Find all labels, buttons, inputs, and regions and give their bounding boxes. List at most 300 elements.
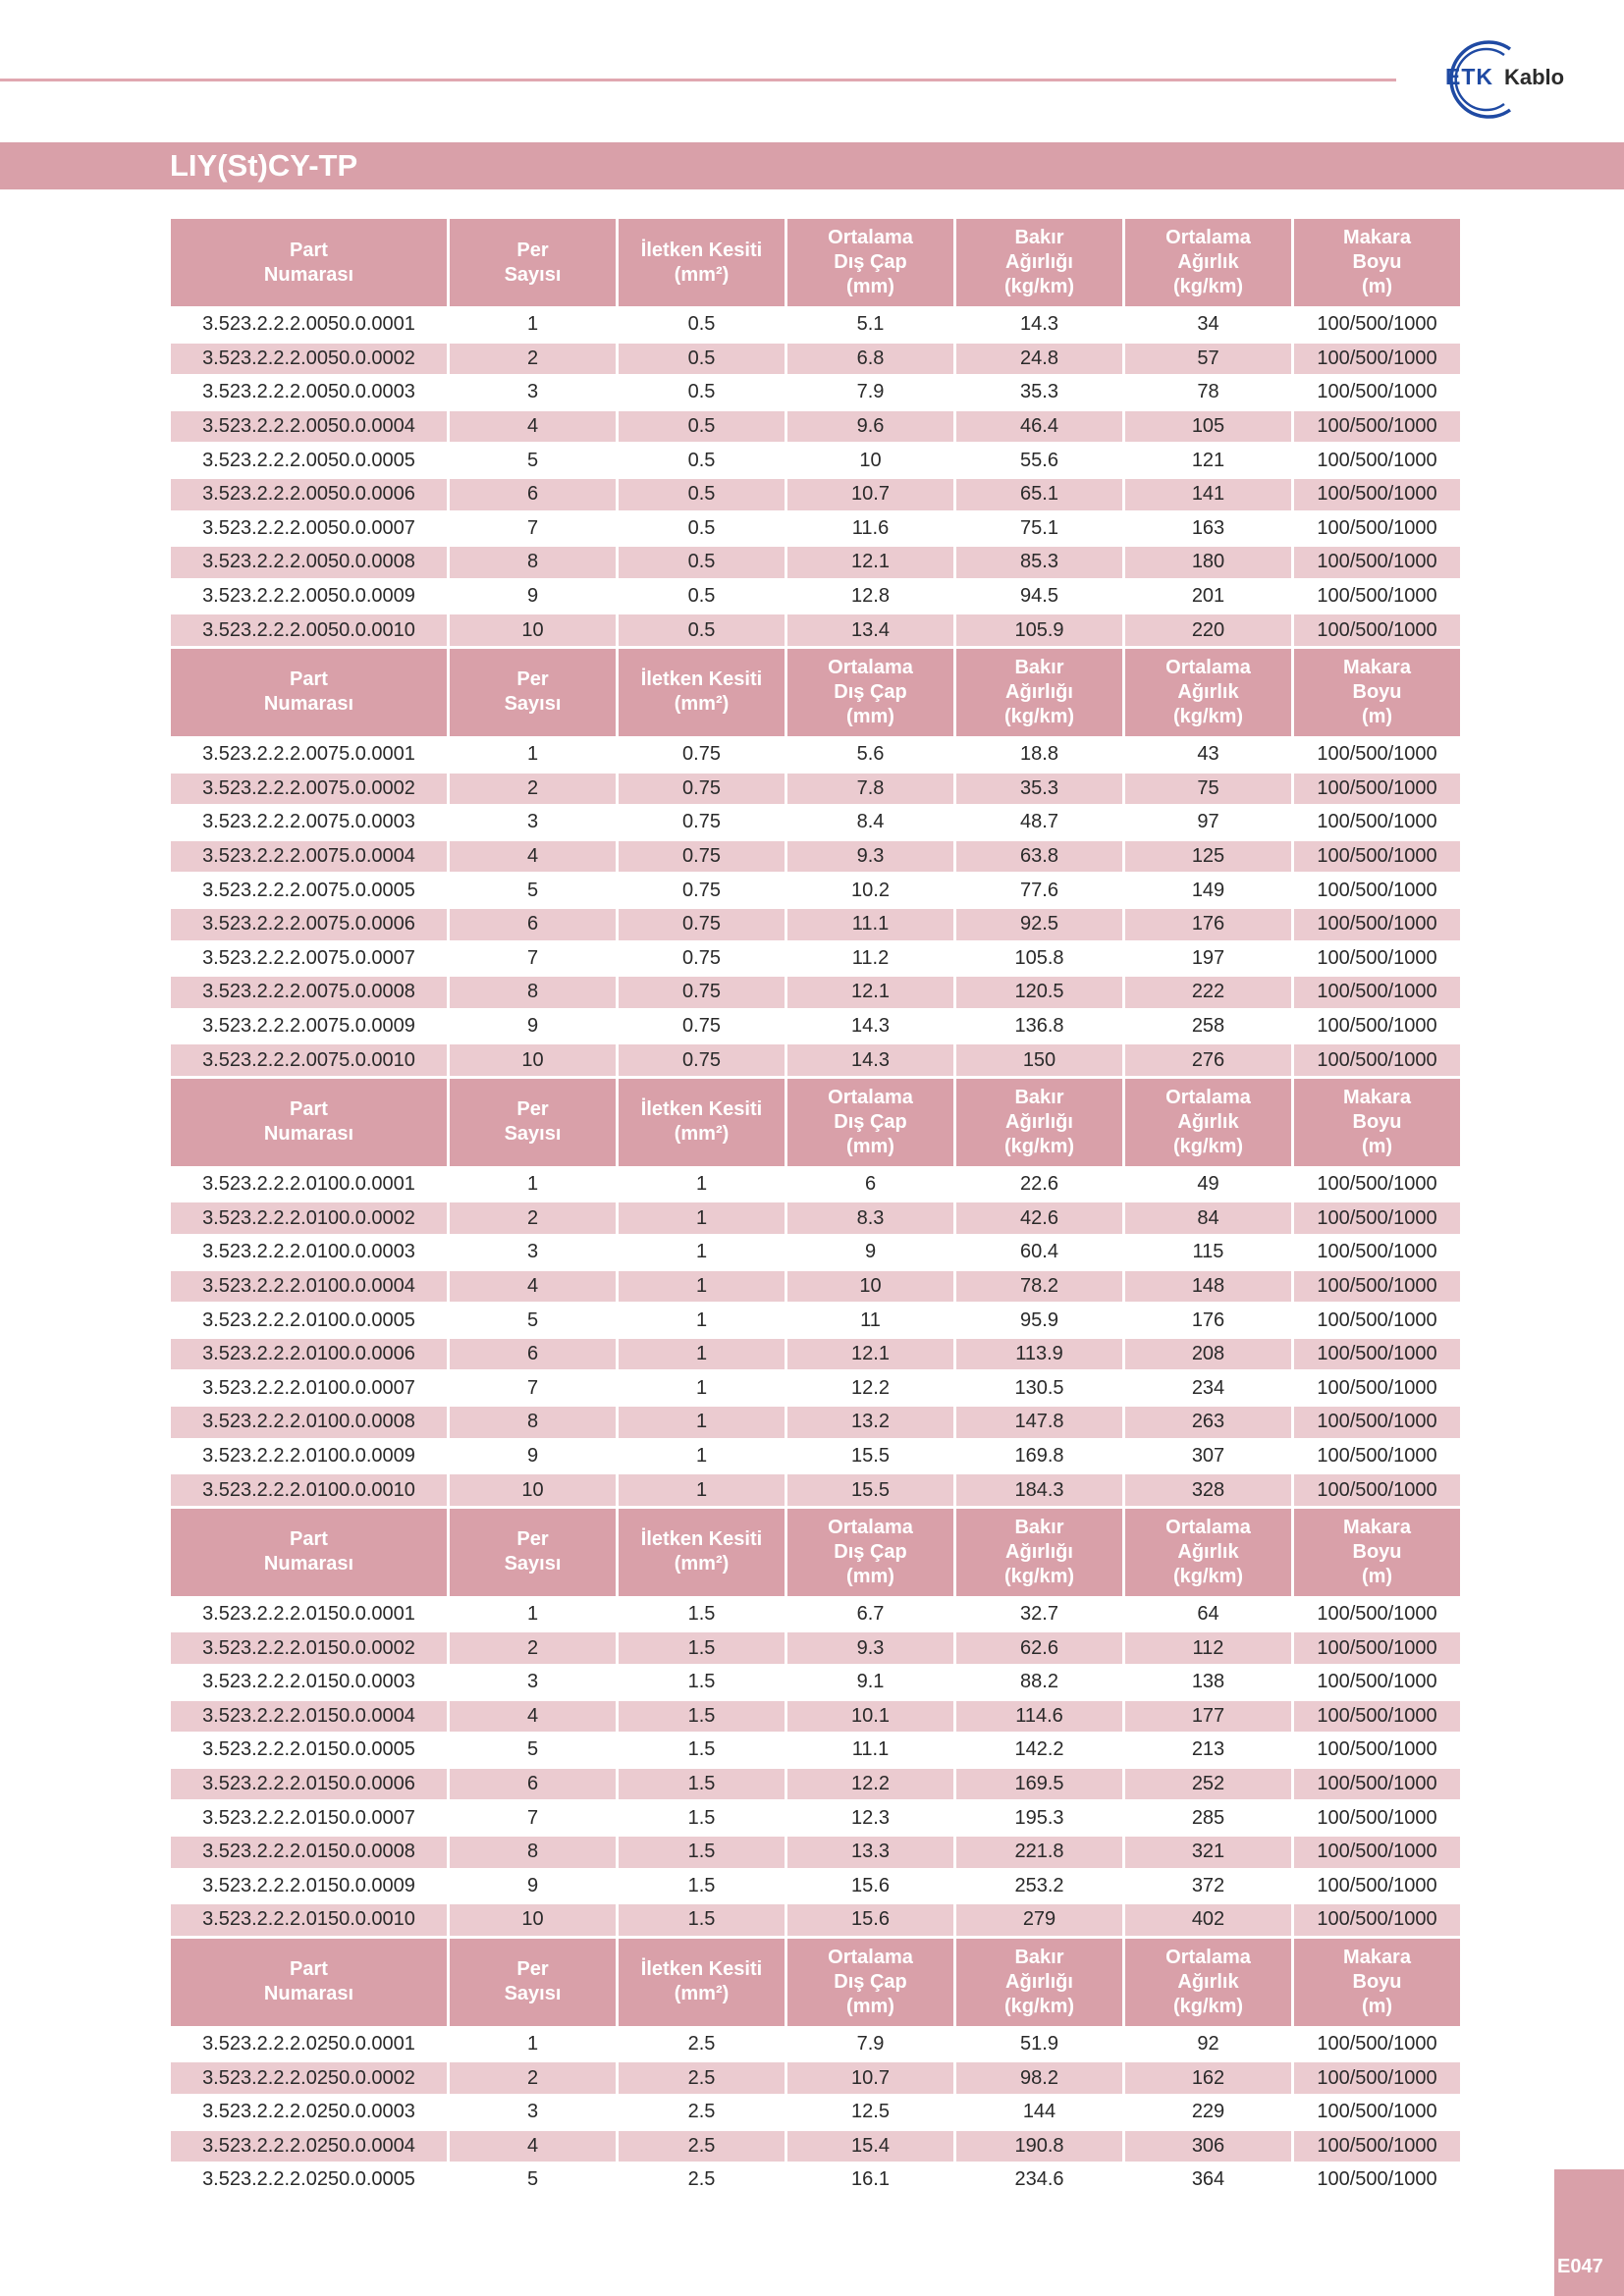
table-cell: 180: [1125, 547, 1291, 578]
table-row: [171, 1011, 1460, 1042]
table-cell: 6: [450, 909, 616, 940]
table-cell: 10: [450, 1904, 616, 1936]
table-cell: 3: [450, 1667, 616, 1698]
table-cell: 10: [450, 614, 616, 646]
table-cell: 105.8: [956, 943, 1122, 975]
table-cell: 149: [1125, 875, 1291, 906]
table-cell: 100/500/1000: [1294, 909, 1460, 940]
table-cell: 321: [1125, 1837, 1291, 1868]
table-cell: 1.5: [619, 1769, 785, 1800]
column-header: Per Sayısı: [450, 1509, 616, 1596]
table-cell: 3.523.2.2.2.0050.0.0010: [171, 614, 447, 646]
table-cell: 1: [619, 1372, 785, 1404]
column-header: Per Sayısı: [450, 219, 616, 306]
table-cell: 100/500/1000: [1294, 1011, 1460, 1042]
table-cell: 100/500/1000: [1294, 739, 1460, 771]
table-cell: 10: [787, 445, 953, 476]
column-header: Ortalama Ağırlık (kg/km): [1125, 1509, 1291, 1596]
table-row: [171, 2097, 1460, 2128]
table-cell: 0.75: [619, 739, 785, 771]
table-cell: 252: [1125, 1769, 1291, 1800]
table-cell: 142.2: [956, 1735, 1122, 1766]
table-cell: 7.8: [787, 774, 953, 805]
table-cell: 75.1: [956, 513, 1122, 545]
table-cell: 3.523.2.2.2.0100.0.0002: [171, 1202, 447, 1234]
column-header: Bakır Ağırlığı (kg/km): [956, 649, 1122, 736]
table-cell: 100/500/1000: [1294, 1599, 1460, 1630]
table-row: [171, 377, 1460, 408]
table-cell: 1: [619, 1169, 785, 1201]
table-cell: 9: [450, 1871, 616, 1902]
page-number: E047: [1557, 2256, 1603, 2277]
table-row: [171, 1667, 1460, 1698]
table-cell: 9: [787, 1237, 953, 1268]
table-cell: 3.523.2.2.2.0250.0.0003: [171, 2097, 447, 2128]
table-cell: 163: [1125, 513, 1291, 545]
table-cell: 306: [1125, 2131, 1291, 2163]
table-cell: 7: [450, 943, 616, 975]
table-cell: 78.2: [956, 1271, 1122, 1303]
table-cell: 9.1: [787, 1667, 953, 1698]
column-header: Bakır Ağırlığı (kg/km): [956, 1079, 1122, 1166]
table-cell: 6: [787, 1169, 953, 1201]
table-cell: 285: [1125, 1802, 1291, 1834]
table-cell: 253.2: [956, 1871, 1122, 1902]
table-cell: 10: [450, 1044, 616, 1076]
table-row: [171, 614, 1460, 646]
table-cell: 263: [1125, 1407, 1291, 1438]
table-cell: 3.523.2.2.2.0050.0.0001: [171, 309, 447, 341]
table-cell: 100/500/1000: [1294, 1667, 1460, 1698]
table-cell: 88.2: [956, 1667, 1122, 1698]
table-cell: 2.5: [619, 2062, 785, 2094]
table-cell: 3.523.2.2.2.0050.0.0006: [171, 479, 447, 510]
table-cell: 3.523.2.2.2.0075.0.0005: [171, 875, 447, 906]
table-cell: 138: [1125, 1667, 1291, 1698]
table-cell: 114.6: [956, 1701, 1122, 1733]
table-row: [171, 1474, 1460, 1506]
table-cell: 1: [619, 1441, 785, 1472]
table-cell: 100/500/1000: [1294, 807, 1460, 838]
table-cell: 0.5: [619, 614, 785, 646]
table-cell: 3.523.2.2.2.0100.0.0010: [171, 1474, 447, 1506]
table-cell: 147.8: [956, 1407, 1122, 1438]
table-cell: 3.523.2.2.2.0050.0.0003: [171, 377, 447, 408]
table-cell: 3: [450, 807, 616, 838]
table-cell: 3: [450, 2097, 616, 2128]
table-cell: 3.523.2.2.2.0100.0.0004: [171, 1271, 447, 1303]
table-cell: 220: [1125, 614, 1291, 646]
table-cell: 195.3: [956, 1802, 1122, 1834]
table-cell: 12.1: [787, 1339, 953, 1370]
table-cell: 100/500/1000: [1294, 1169, 1460, 1201]
column-header: Makara Boyu (m): [1294, 1939, 1460, 2026]
table-cell: 221.8: [956, 1837, 1122, 1868]
table-cell: 95.9: [956, 1305, 1122, 1336]
header-rule: [0, 79, 1396, 81]
table-cell: 14.3: [787, 1044, 953, 1076]
brand-mark: ETK: [1445, 64, 1493, 89]
table-cell: 12.5: [787, 2097, 953, 2128]
table-cell: 177: [1125, 1701, 1291, 1733]
table-cell: 1: [619, 1339, 785, 1370]
table-row: [171, 875, 1460, 906]
column-header: Ortalama Dış Çap (mm): [787, 1939, 953, 2026]
table-cell: 12.1: [787, 977, 953, 1008]
table-cell: 2: [450, 1632, 616, 1664]
table-cell: 402: [1125, 1904, 1291, 1936]
table-cell: 7: [450, 1372, 616, 1404]
table-cell: 100/500/1000: [1294, 1202, 1460, 1234]
column-header: Per Sayısı: [450, 1079, 616, 1166]
table-cell: 2: [450, 1202, 616, 1234]
table-cell: 11.1: [787, 909, 953, 940]
table-cell: 190.8: [956, 2131, 1122, 2163]
table-row: [171, 1871, 1460, 1902]
brand-name: Kablo: [1504, 65, 1565, 89]
table-cell: 0.75: [619, 943, 785, 975]
table-cell: 3.523.2.2.2.0150.0.0003: [171, 1667, 447, 1698]
table-cell: 5.6: [787, 739, 953, 771]
table-cell: 3.523.2.2.2.0050.0.0004: [171, 411, 447, 443]
table-cell: 100/500/1000: [1294, 1271, 1460, 1303]
table-row: [171, 909, 1460, 940]
table-cell: 3.523.2.2.2.0100.0.0009: [171, 1441, 447, 1472]
table-cell: 100/500/1000: [1294, 1237, 1460, 1268]
table-cell: 75: [1125, 774, 1291, 805]
table-cell: 100/500/1000: [1294, 2164, 1460, 2196]
table-cell: 234.6: [956, 2164, 1122, 2196]
table-cell: 1: [619, 1407, 785, 1438]
table-row: [171, 2131, 1460, 2163]
table-cell: 100/500/1000: [1294, 2062, 1460, 2094]
table-cell: 2.5: [619, 2164, 785, 2196]
table-cell: 0.75: [619, 841, 785, 873]
table-cell: 0.5: [619, 309, 785, 341]
column-header: Makara Boyu (m): [1294, 219, 1460, 306]
table-cell: 9: [450, 581, 616, 613]
table-cell: 35.3: [956, 377, 1122, 408]
table-row: [171, 2164, 1460, 2196]
table-row: [171, 1237, 1460, 1268]
table-cell: 162: [1125, 2062, 1291, 2094]
table-cell: 1: [619, 1202, 785, 1234]
brand-logo: [1420, 37, 1587, 122]
table-cell: 100/500/1000: [1294, 445, 1460, 476]
table-row: [171, 1769, 1460, 1800]
table-row: [171, 1599, 1460, 1630]
column-header: Ortalama Dış Çap (mm): [787, 219, 953, 306]
table-row: [171, 739, 1460, 771]
table-cell: 3.523.2.2.2.0075.0.0003: [171, 807, 447, 838]
page-title: LIY(St)CY-TP: [170, 148, 358, 183]
table-cell: 3.523.2.2.2.0100.0.0001: [171, 1169, 447, 1201]
table-cell: 94.5: [956, 581, 1122, 613]
table-cell: 3.523.2.2.2.0050.0.0002: [171, 344, 447, 375]
table-cell: 0.5: [619, 344, 785, 375]
table-row: [171, 2029, 1460, 2060]
table-row: [171, 943, 1460, 975]
table-cell: 9: [450, 1011, 616, 1042]
table-cell: 0.75: [619, 875, 785, 906]
table-cell: 4: [450, 1701, 616, 1733]
table-row: [171, 445, 1460, 476]
table-cell: 34: [1125, 309, 1291, 341]
table-cell: 14.3: [956, 309, 1122, 341]
table-row: [171, 1044, 1460, 1076]
table-cell: 130.5: [956, 1372, 1122, 1404]
table-cell: 1: [619, 1271, 785, 1303]
table-cell: 9.3: [787, 841, 953, 873]
table-cell: 112: [1125, 1632, 1291, 1664]
table-cell: 1.5: [619, 1735, 785, 1766]
table-cell: 184.3: [956, 1474, 1122, 1506]
table-cell: 113.9: [956, 1339, 1122, 1370]
column-header: Part Numarası: [171, 1079, 447, 1166]
table-cell: 276: [1125, 1044, 1291, 1076]
table-cell: 3.523.2.2.2.0250.0.0004: [171, 2131, 447, 2163]
table-row: [171, 547, 1460, 578]
table-cell: 63.8: [956, 841, 1122, 873]
table-cell: 6: [450, 1769, 616, 1800]
table-cell: 0.5: [619, 377, 785, 408]
table-cell: 3: [450, 377, 616, 408]
table-cell: 3.523.2.2.2.0150.0.0008: [171, 1837, 447, 1868]
table-cell: 120.5: [956, 977, 1122, 1008]
table-cell: 208: [1125, 1339, 1291, 1370]
table-row: [171, 1802, 1460, 1834]
table-header-row: [171, 1509, 1460, 1596]
table-cell: 100/500/1000: [1294, 1372, 1460, 1404]
column-header: Bakır Ağırlığı (kg/km): [956, 1509, 1122, 1596]
column-header: İletken Kesiti (mm²): [619, 1509, 785, 1596]
column-header: Ortalama Dış Çap (mm): [787, 649, 953, 736]
table-cell: 0.75: [619, 977, 785, 1008]
table-cell: 100/500/1000: [1294, 581, 1460, 613]
table-row: [171, 1632, 1460, 1664]
table-cell: 10: [787, 1271, 953, 1303]
table-cell: 1.5: [619, 1871, 785, 1902]
table-cell: 43: [1125, 739, 1291, 771]
table-cell: 3.523.2.2.2.0150.0.0009: [171, 1871, 447, 1902]
column-header: İletken Kesiti (mm²): [619, 649, 785, 736]
table-cell: 8: [450, 977, 616, 1008]
column-header: Per Sayısı: [450, 649, 616, 736]
table-cell: 10.2: [787, 875, 953, 906]
column-header: İletken Kesiti (mm²): [619, 1079, 785, 1166]
table-cell: 32.7: [956, 1599, 1122, 1630]
table-cell: 0.5: [619, 411, 785, 443]
table-cell: 3.523.2.2.2.0050.0.0009: [171, 581, 447, 613]
table-header-row: [171, 649, 1460, 736]
table-cell: 144: [956, 2097, 1122, 2128]
table-cell: 169.8: [956, 1441, 1122, 1472]
table-cell: 5: [450, 445, 616, 476]
table-cell: 1: [619, 1305, 785, 1336]
table-row: [171, 1904, 1460, 1936]
table-cell: 1.5: [619, 1599, 785, 1630]
table-cell: 0.75: [619, 1011, 785, 1042]
table-cell: 13.2: [787, 1407, 953, 1438]
table-cell: 1.5: [619, 1667, 785, 1698]
table-cell: 100/500/1000: [1294, 1441, 1460, 1472]
table-cell: 1.5: [619, 1802, 785, 1834]
table-row: [171, 1271, 1460, 1303]
table-cell: 8: [450, 1407, 616, 1438]
table-cell: 100/500/1000: [1294, 344, 1460, 375]
table-cell: 57: [1125, 344, 1291, 375]
table-cell: 1: [619, 1237, 785, 1268]
table-cell: 13.3: [787, 1837, 953, 1868]
table-cell: 213: [1125, 1735, 1291, 1766]
table-cell: 92: [1125, 2029, 1291, 2060]
table-cell: 100/500/1000: [1294, 479, 1460, 510]
table-cell: 0.75: [619, 807, 785, 838]
column-header: Per Sayısı: [450, 1939, 616, 2026]
column-header: Bakır Ağırlığı (kg/km): [956, 219, 1122, 306]
table-cell: 7.9: [787, 377, 953, 408]
column-header: Makara Boyu (m): [1294, 1079, 1460, 1166]
table-cell: 100/500/1000: [1294, 1802, 1460, 1834]
table-cell: 2.5: [619, 2131, 785, 2163]
table-cell: 5.1: [787, 309, 953, 341]
table-cell: 100/500/1000: [1294, 943, 1460, 975]
table-cell: 100/500/1000: [1294, 377, 1460, 408]
table-cell: 3.523.2.2.2.0100.0.0006: [171, 1339, 447, 1370]
column-header: Ortalama Dış Çap (mm): [787, 1079, 953, 1166]
table-cell: 105.9: [956, 614, 1122, 646]
table-cell: 3.523.2.2.2.0050.0.0007: [171, 513, 447, 545]
table-cell: 148: [1125, 1271, 1291, 1303]
table-cell: 60.4: [956, 1237, 1122, 1268]
table-cell: 234: [1125, 1372, 1291, 1404]
column-header: Makara Boyu (m): [1294, 649, 1460, 736]
table-row: [171, 1837, 1460, 1868]
table-cell: 18.8: [956, 739, 1122, 771]
column-header: İletken Kesiti (mm²): [619, 219, 785, 306]
table-cell: 6.7: [787, 1599, 953, 1630]
table-row: [171, 1701, 1460, 1733]
table-cell: 77.6: [956, 875, 1122, 906]
table-cell: 150: [956, 1044, 1122, 1076]
table-row: [171, 309, 1460, 341]
table-cell: 3.523.2.2.2.0150.0.0002: [171, 1632, 447, 1664]
table-cell: 42.6: [956, 1202, 1122, 1234]
table-cell: 176: [1125, 909, 1291, 940]
table-cell: 258: [1125, 1011, 1291, 1042]
table-cell: 15.6: [787, 1871, 953, 1902]
table-cell: 15.6: [787, 1904, 953, 1936]
table-cell: 10.7: [787, 2062, 953, 2094]
table-cell: 125: [1125, 841, 1291, 873]
table-cell: 5: [450, 1305, 616, 1336]
table-cell: 55.6: [956, 445, 1122, 476]
table-row: [171, 774, 1460, 805]
table-row: [171, 1441, 1460, 1472]
table-cell: 364: [1125, 2164, 1291, 2196]
table-row: [171, 977, 1460, 1008]
table-cell: 12.2: [787, 1372, 953, 1404]
table-cell: 9: [450, 1441, 616, 1472]
table-cell: 3.523.2.2.2.0150.0.0001: [171, 1599, 447, 1630]
table-cell: 7.9: [787, 2029, 953, 2060]
table-cell: 35.3: [956, 774, 1122, 805]
cable-spec-table: [168, 216, 1463, 2199]
table-row: [171, 1202, 1460, 1234]
table-cell: 100/500/1000: [1294, 1837, 1460, 1868]
table-cell: 100/500/1000: [1294, 977, 1460, 1008]
table-cell: 3: [450, 1237, 616, 1268]
table-cell: 6: [450, 479, 616, 510]
table-cell: 100/500/1000: [1294, 2131, 1460, 2163]
table-cell: 0.5: [619, 479, 785, 510]
table-cell: 4: [450, 1271, 616, 1303]
table-cell: 3.523.2.2.2.0075.0.0008: [171, 977, 447, 1008]
table-cell: 48.7: [956, 807, 1122, 838]
table-row: [171, 344, 1460, 375]
table-cell: 100/500/1000: [1294, 875, 1460, 906]
table-cell: 4: [450, 841, 616, 873]
column-header: İletken Kesiti (mm²): [619, 1939, 785, 2026]
table-cell: 3.523.2.2.2.0150.0.0005: [171, 1735, 447, 1766]
table-cell: 3.523.2.2.2.0150.0.0006: [171, 1769, 447, 1800]
table-cell: 1: [450, 1599, 616, 1630]
table-cell: 0.5: [619, 547, 785, 578]
table-cell: 105: [1125, 411, 1291, 443]
table-cell: 100/500/1000: [1294, 1735, 1460, 1766]
table-cell: 222: [1125, 977, 1291, 1008]
table-cell: 3.523.2.2.2.0050.0.0005: [171, 445, 447, 476]
table-cell: 10.7: [787, 479, 953, 510]
table-cell: 3.523.2.2.2.0075.0.0004: [171, 841, 447, 873]
table-cell: 10.1: [787, 1701, 953, 1733]
table-cell: 4: [450, 2131, 616, 2163]
table-cell: 8: [450, 1837, 616, 1868]
table-cell: 3.523.2.2.2.0050.0.0008: [171, 547, 447, 578]
table-cell: 84: [1125, 1202, 1291, 1234]
table-cell: 49: [1125, 1169, 1291, 1201]
table-cell: 3.523.2.2.2.0100.0.0005: [171, 1305, 447, 1336]
table-cell: 3.523.2.2.2.0075.0.0009: [171, 1011, 447, 1042]
table-row: [171, 807, 1460, 838]
table-cell: 2: [450, 2062, 616, 2094]
table-cell: 1.5: [619, 1632, 785, 1664]
table-cell: 9.3: [787, 1632, 953, 1664]
table-cell: 15.5: [787, 1441, 953, 1472]
table-cell: 1.5: [619, 1837, 785, 1868]
table-cell: 7: [450, 513, 616, 545]
table-cell: 100/500/1000: [1294, 2097, 1460, 2128]
table-cell: 11: [787, 1305, 953, 1336]
table-cell: 100/500/1000: [1294, 1407, 1460, 1438]
table-row: [171, 513, 1460, 545]
table-cell: 1: [450, 1169, 616, 1201]
table-cell: 8.3: [787, 1202, 953, 1234]
column-header: Bakır Ağırlığı (kg/km): [956, 1939, 1122, 2026]
table-cell: 3.523.2.2.2.0250.0.0001: [171, 2029, 447, 2060]
table-cell: 64: [1125, 1599, 1291, 1630]
table-cell: 85.3: [956, 547, 1122, 578]
table-cell: 22.6: [956, 1169, 1122, 1201]
table-cell: 229: [1125, 2097, 1291, 2128]
table-cell: 176: [1125, 1305, 1291, 1336]
table-cell: 3.523.2.2.2.0075.0.0007: [171, 943, 447, 975]
table-cell: 2: [450, 774, 616, 805]
table-cell: 5: [450, 1735, 616, 1766]
table-cell: 141: [1125, 479, 1291, 510]
table-cell: 100/500/1000: [1294, 1044, 1460, 1076]
table-cell: 201: [1125, 581, 1291, 613]
